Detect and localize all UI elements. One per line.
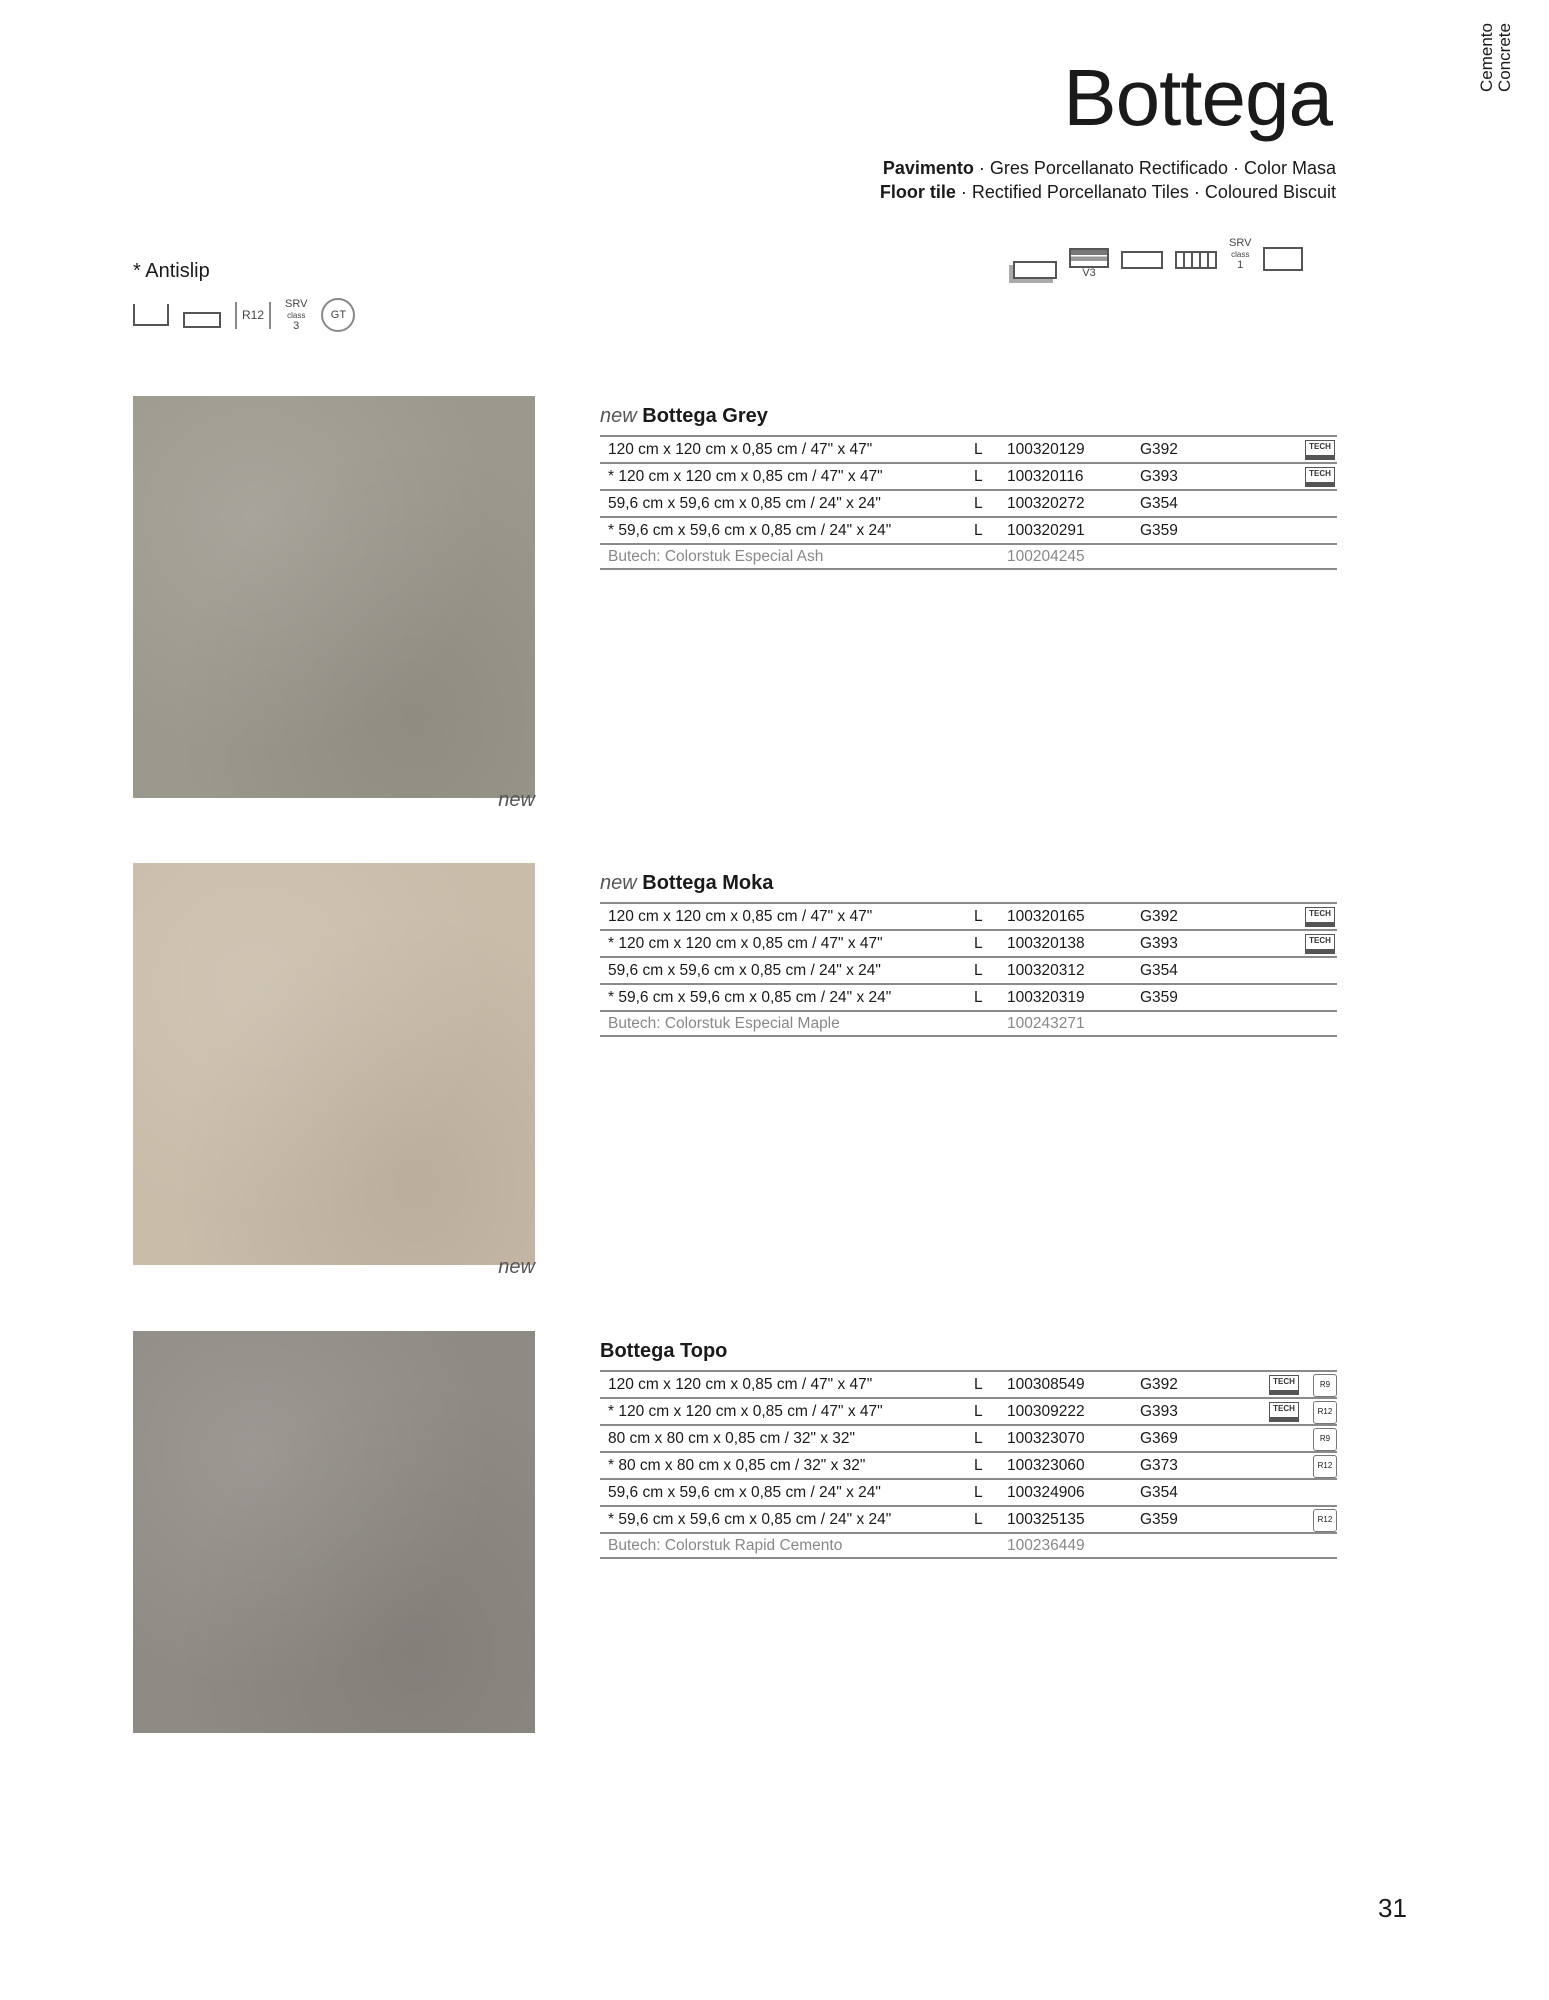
code-cell: 100320129 <box>1007 440 1085 458</box>
finish-cell: L <box>974 907 983 925</box>
size-cell: * 59,6 cm x 59,6 cm x 0,85 cm / 24" x 24" <box>608 521 892 539</box>
butech-label: Butech: Colorstuk Rapid Cemento <box>608 1536 843 1554</box>
finish-cell: L <box>974 1429 983 1447</box>
size-cell: 120 cm x 120 cm x 0,85 cm / 47" x 47" <box>608 440 873 458</box>
table-row <box>600 462 1337 489</box>
subtitle-en-rest: · Rectified Porcellanato Tiles · Coloured Biscuit <box>955 182 1336 202</box>
butech-code: 100243271 <box>1007 1014 1085 1032</box>
ref-cell: G373 <box>1140 1456 1178 1474</box>
ref-cell: G392 <box>1140 1375 1178 1393</box>
table-row <box>600 1505 1337 1532</box>
tech-icon: TECH <box>1305 440 1335 460</box>
slip-rating-badge: R9 <box>1313 1428 1337 1451</box>
code-cell: 100323060 <box>1007 1456 1085 1474</box>
code-cell: 100323070 <box>1007 1429 1085 1447</box>
category-es: Cemento <box>1477 23 1496 92</box>
tile-image <box>133 863 535 1265</box>
page-number: 31 <box>1378 1893 1407 1923</box>
floor-tile-icon <box>1013 261 1057 279</box>
tile-image <box>133 1331 535 1733</box>
r12-icon: R12 <box>235 302 271 329</box>
butech-label: Butech: Colorstuk Especial Maple <box>608 1014 840 1032</box>
subtitle-es-rest: · Gres Porcellanato Rectificado · Color Masa <box>973 158 1336 178</box>
ref-cell: G392 <box>1140 440 1178 458</box>
mixed-tile-v3-icon <box>1069 248 1109 279</box>
size-cell: * 80 cm x 80 cm x 0,85 cm / 32" x 32" <box>608 1456 866 1474</box>
size-cell: 80 cm x 80 cm x 0,85 cm / 32" x 32" <box>608 1429 856 1447</box>
product-table <box>600 405 1337 570</box>
table-row <box>600 1478 1337 1505</box>
code-cell: 100324906 <box>1007 1483 1085 1501</box>
antislip-icons <box>133 298 355 332</box>
finish-cell: L <box>974 961 983 979</box>
code-cell: 100320165 <box>1007 907 1085 925</box>
size-cell: 59,6 cm x 59,6 cm x 0,85 cm / 24" x 24" <box>608 494 881 512</box>
finish-cell: L <box>974 1402 983 1420</box>
tech-icon: TECH <box>1269 1402 1299 1422</box>
ref-cell: G393 <box>1140 934 1178 952</box>
code-cell: 100320291 <box>1007 521 1085 539</box>
code-cell: 100309222 <box>1007 1402 1085 1420</box>
code-cell: 100320138 <box>1007 934 1085 952</box>
slip-rating-badge: R9 <box>1313 1374 1337 1397</box>
ref-cell: G393 <box>1140 1402 1178 1420</box>
category-en: Concrete <box>1495 23 1514 92</box>
subtitle-en <box>880 182 1336 203</box>
new-tag: new <box>600 872 637 894</box>
subtitle-en-bold: Floor tile <box>879 182 956 202</box>
size-cell: * 59,6 cm x 59,6 cm x 0,85 cm / 24" x 24" <box>608 1510 892 1528</box>
antislip-label: * Antislip <box>133 260 210 282</box>
code-cell: 100325135 <box>1007 1510 1085 1528</box>
gt-icon: GT <box>321 298 355 332</box>
size-cell: 120 cm x 120 cm x 0,85 cm / 47" x 47" <box>608 907 873 925</box>
product-title: Bottega Grey <box>642 405 768 427</box>
size-cell: 59,6 cm x 59,6 cm x 0,85 cm / 24" x 24" <box>608 1483 881 1501</box>
table-row <box>600 435 1337 462</box>
code-cell: 100320319 <box>1007 988 1085 1006</box>
butech-code: 100204245 <box>1007 547 1085 565</box>
rectified-edge-icon <box>1121 251 1163 269</box>
size-cell: * 120 cm x 120 cm x 0,85 cm / 47" x 47" <box>608 1402 883 1420</box>
code-cell: 100320312 <box>1007 961 1085 979</box>
finish-cell: L <box>974 1510 983 1528</box>
tech-icon: TECH <box>1305 934 1335 954</box>
butech-code: 100236449 <box>1007 1536 1085 1554</box>
code-cell: 100320272 <box>1007 494 1085 512</box>
new-tag: new <box>600 405 637 427</box>
table-row <box>600 1451 1337 1478</box>
finish-cell: L <box>974 1483 983 1501</box>
size-cell: * 120 cm x 120 cm x 0,85 cm / 47" x 47" <box>608 934 883 952</box>
product-name <box>600 405 1337 428</box>
finish-cell: L <box>974 521 983 539</box>
ref-cell: G393 <box>1140 467 1178 485</box>
shoe-slip-icon <box>133 304 169 326</box>
v3-label: V3 <box>1082 267 1096 279</box>
table-row <box>600 489 1337 516</box>
table-row <box>600 902 1337 929</box>
product-title: Bottega Topo <box>600 1340 728 1362</box>
table-row <box>600 956 1337 983</box>
ref-cell: G354 <box>1140 494 1178 512</box>
new-image-label: new <box>498 789 535 811</box>
code-cell: 100308549 <box>1007 1375 1085 1393</box>
frost-resistant-icon <box>1175 251 1217 269</box>
slip-rating-badge: R12 <box>1313 1455 1337 1478</box>
finish-cell: L <box>974 467 983 485</box>
ref-cell: G359 <box>1140 521 1178 539</box>
table-row <box>600 1424 1337 1451</box>
product-table <box>600 872 1337 1037</box>
ref-cell: G392 <box>1140 907 1178 925</box>
srv-class-3-icon: SRV class 3 <box>285 297 308 332</box>
finish-cell: L <box>974 1456 983 1474</box>
product-table <box>600 1340 1337 1559</box>
ref-cell: G369 <box>1140 1429 1178 1447</box>
subtitle-es-bold: Pavimento <box>882 158 974 178</box>
size-cell: * 59,6 cm x 59,6 cm x 0,85 cm / 24" x 24" <box>608 988 892 1006</box>
page-title: Bottega <box>1063 53 1332 142</box>
ramp-test-icon <box>183 312 221 328</box>
size-cell: 120 cm x 120 cm x 0,85 cm / 47" x 47" <box>608 1375 873 1393</box>
size-cell: * 120 cm x 120 cm x 0,85 cm / 47" x 47" <box>608 467 883 485</box>
slip-rating-badge: R12 <box>1313 1401 1337 1424</box>
butech-row <box>600 1010 1337 1037</box>
table-row <box>600 983 1337 1010</box>
slip-rating-badge: R12 <box>1313 1509 1337 1532</box>
product-name <box>600 1340 1337 1363</box>
tech-icon: TECH <box>1269 1375 1299 1395</box>
tile-image <box>133 396 535 798</box>
finish-cell: L <box>974 934 983 952</box>
srv-class-1-icon: SRV class 1 <box>1229 237 1252 271</box>
tech-icon: TECH <box>1305 907 1335 927</box>
category-side-label <box>1478 12 1528 102</box>
new-image-label: new <box>498 1256 535 1278</box>
size-cell: 59,6 cm x 59,6 cm x 0,85 cm / 24" x 24" <box>608 961 881 979</box>
finish-cell: L <box>974 494 983 512</box>
code-cell: 100320116 <box>1007 467 1084 485</box>
table-row <box>600 1397 1337 1424</box>
table-row <box>600 1370 1337 1397</box>
outdoor-use-icon <box>1263 247 1303 271</box>
tech-icon: TECH <box>1305 467 1335 487</box>
product-name <box>600 872 1337 895</box>
subtitle-es <box>883 158 1336 179</box>
table-row <box>600 929 1337 956</box>
butech-row <box>600 543 1337 570</box>
butech-row <box>600 1532 1337 1559</box>
finish-cell: L <box>974 1375 983 1393</box>
finish-cell: L <box>974 440 983 458</box>
ref-cell: G359 <box>1140 988 1178 1006</box>
product-title: Bottega Moka <box>642 872 774 894</box>
ref-cell: G359 <box>1140 1510 1178 1528</box>
ref-cell: G354 <box>1140 961 1178 979</box>
finish-cell: L <box>974 988 983 1006</box>
ref-cell: G354 <box>1140 1483 1178 1501</box>
property-icons <box>1013 238 1303 279</box>
butech-label: Butech: Colorstuk Especial Ash <box>608 547 824 565</box>
table-row <box>600 516 1337 543</box>
